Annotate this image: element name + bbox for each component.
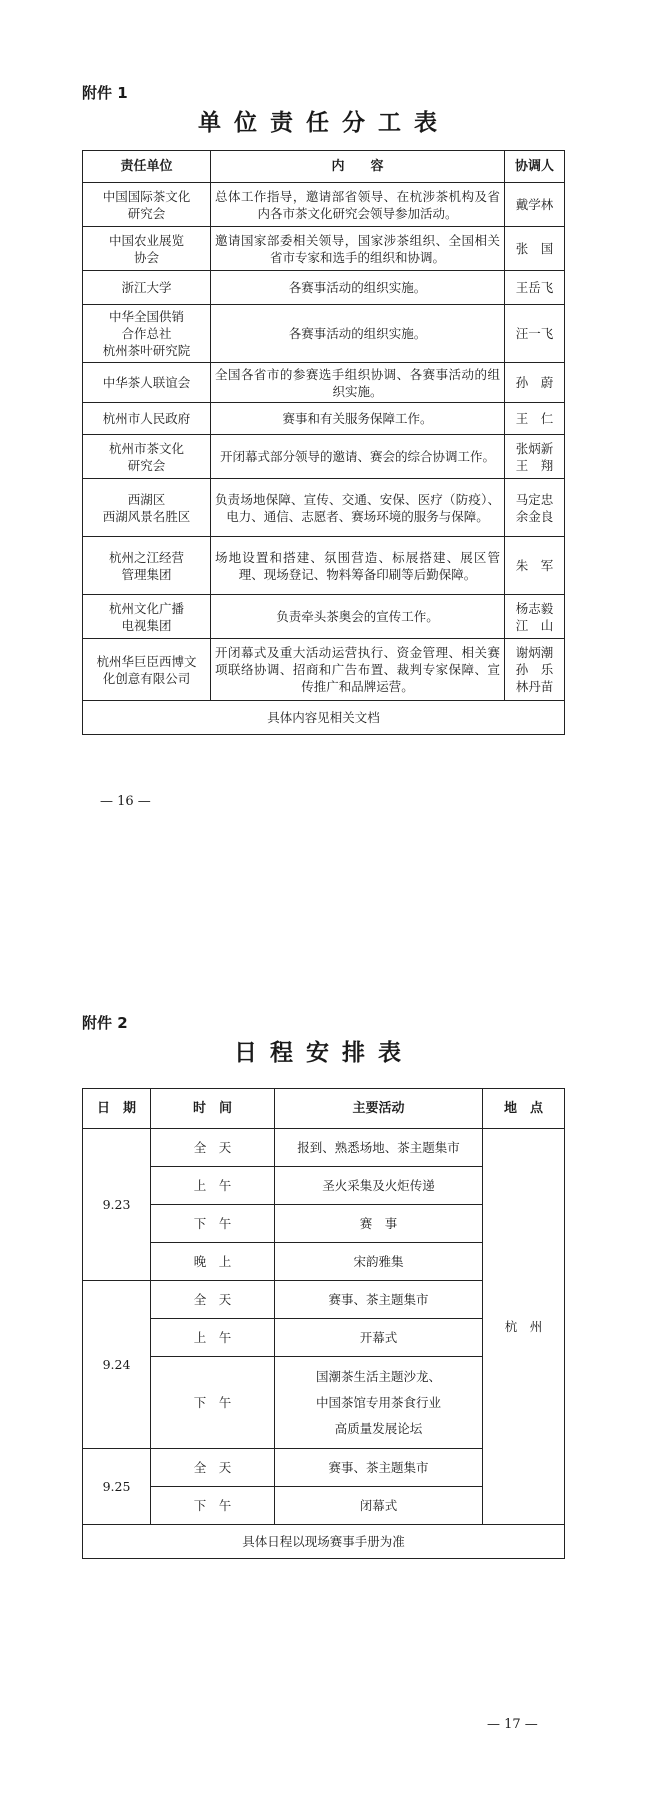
cell-activity: [275, 1357, 483, 1449]
table-footer-2: 具体日程以现场赛事手册为准: [83, 1525, 565, 1559]
coordinator-name: 杨志毅: [515, 600, 554, 616]
coordinator-name: 江 山: [515, 617, 554, 633]
cell-coordinator: [505, 435, 565, 479]
cell-coordinator: [505, 363, 565, 403]
unit-line: 杭州茶叶研究院: [102, 343, 191, 358]
header-unit: 责任单位: [83, 151, 211, 183]
cell-coordinator: [505, 595, 565, 639]
coordinator-name: 王 翔: [515, 457, 554, 473]
unit-line: 杭州市人民政府: [102, 411, 191, 426]
cell-time: 上 午: [151, 1319, 275, 1357]
cell-activity: [275, 1487, 483, 1525]
cell-content: 全国各省市的参赛选手组织协调、各赛事活动的组织实施。: [211, 363, 505, 403]
cell-activity: [275, 1449, 483, 1487]
activity-line: 闭幕式: [359, 1497, 398, 1513]
activity-line: 开幕式: [359, 1329, 398, 1345]
unit-line: 电视集团: [121, 617, 172, 633]
unit-line: 杭州文化广播: [108, 600, 184, 616]
unit-line: 中国国际茶文化: [102, 188, 191, 204]
coordinator-name: 张 国: [515, 241, 554, 256]
cell-unit: [83, 537, 211, 595]
cell-activity: [275, 1129, 483, 1167]
cell-unit: [83, 639, 211, 701]
cell-content: 负责场地保障、宣传、交通、安保、医疗（防疫）、电力、通信、志愿者、赛场环境的服务与保障。: [211, 479, 505, 537]
header-date: 日 期: [83, 1089, 151, 1129]
table-row: [83, 1129, 565, 1167]
unit-line: 杭州市茶文化: [108, 440, 184, 456]
cell-content: 场地设置和搭建、氛围营造、标展搭建、展区管理、现场登记、物料筹备印刷等后勤保障。: [211, 537, 505, 595]
activity-line: 高质量发展论坛: [334, 1420, 423, 1436]
table-row: [83, 271, 565, 305]
coordinator-name: 王岳飞: [515, 280, 554, 295]
page-number-16: — 16 —: [100, 794, 151, 809]
table-row: [83, 305, 565, 363]
activity-line: 赛事、茶主题集市: [328, 1459, 429, 1475]
cell-time: 下 午: [151, 1205, 275, 1243]
activity-line: 赛 事: [359, 1215, 398, 1231]
cell-unit: [83, 183, 211, 227]
coordinator-name: 孙 乐: [515, 662, 554, 677]
table-row: [83, 595, 565, 639]
table-row: [83, 403, 565, 435]
cell-unit: [83, 363, 211, 403]
cell-unit: [83, 227, 211, 271]
unit-line: 化创意有限公司: [102, 670, 191, 686]
cell-activity: [275, 1243, 483, 1281]
coordinator-name: 戴学林: [515, 197, 554, 212]
table-row: [83, 363, 565, 403]
cell-content: 负责牵头茶奥会的宣传工作。: [211, 595, 505, 639]
unit-line: 研究会: [127, 205, 166, 221]
page-title-2: 日程安排表: [234, 1040, 414, 1066]
header-location: 地 点: [483, 1089, 565, 1129]
attachment-label-1: 附件 1: [82, 84, 128, 102]
activity-line: 赛事、茶主题集市: [328, 1291, 429, 1307]
table-row: [83, 435, 565, 479]
cell-time: 上 午: [151, 1167, 275, 1205]
table-footer-1: 具体内容见相关文档: [83, 701, 565, 735]
cell-coordinator: [505, 639, 565, 701]
activity-line: 宋韵雅集: [353, 1253, 404, 1269]
activity-line: 报到、熟悉场地、茶主题集市: [297, 1139, 460, 1155]
cell-date: 9.25: [83, 1449, 151, 1525]
cell-time: 全 天: [151, 1281, 275, 1319]
page-title-1: 单位责任分工表: [198, 110, 450, 136]
unit-line: 杭州之江经营: [108, 549, 184, 565]
responsibility-table: [82, 150, 565, 735]
cell-coordinator: [505, 305, 565, 363]
cell-activity: [275, 1205, 483, 1243]
responsibility-table-body: [83, 183, 565, 701]
coordinator-name: 孙 蔚: [515, 375, 554, 390]
header-activity: 主要活动: [275, 1089, 483, 1129]
cell-content: 邀请国家部委相关领导，国家涉茶组织、全国相关省市专家和选手的组织和协调。: [211, 227, 505, 271]
coordinator-name: 王 仁: [515, 411, 554, 426]
cell-time: 下 午: [151, 1357, 275, 1449]
cell-content: 总体工作指导，邀请部省领导、在杭涉茶机构及省内各市茶文化研究会领导参加活动。: [211, 183, 505, 227]
coordinator-name: 朱 军: [515, 558, 554, 573]
cell-time: 晚 上: [151, 1243, 275, 1281]
schedule-table-body: [83, 1129, 565, 1525]
cell-unit: [83, 435, 211, 479]
unit-line: 中华全国供销: [108, 309, 184, 324]
cell-date: 9.24: [83, 1281, 151, 1449]
cell-unit: [83, 271, 211, 305]
cell-coordinator: [505, 537, 565, 595]
unit-line: 中国农业展览: [108, 232, 184, 248]
unit-line: 西湖风景名胜区: [102, 508, 191, 524]
cell-content: 开闭幕式及重大活动运营执行、资金管理、相关赛项联络协调、招商和广告布置、裁判专家保障、宣传推广和品牌运营。: [211, 639, 505, 701]
cell-coordinator: [505, 271, 565, 305]
page-number-17: — 17 —: [487, 1717, 538, 1732]
schedule-table: [82, 1088, 565, 1559]
cell-content: 开闭幕式部分领导的邀请、赛会的综合协调工作。: [211, 435, 505, 479]
cell-time: 全 天: [151, 1129, 275, 1167]
header-coordinator: 协调人: [505, 151, 565, 183]
cell-unit: [83, 305, 211, 363]
unit-line: 协会: [133, 249, 159, 265]
table-row: [83, 183, 565, 227]
cell-content: 赛事和有关服务保障工作。: [211, 403, 505, 435]
table-row: [83, 227, 565, 271]
unit-line: 浙江大学: [121, 280, 172, 295]
cell-coordinator: [505, 403, 565, 435]
cell-unit: [83, 595, 211, 639]
coordinator-name: 马定忠: [515, 491, 554, 507]
cell-time: 下 午: [151, 1487, 275, 1525]
cell-coordinator: [505, 183, 565, 227]
cell-unit: [83, 479, 211, 537]
cell-content: 各赛事活动的组织实施。: [211, 305, 505, 363]
cell-coordinator: [505, 227, 565, 271]
table-row: [83, 537, 565, 595]
activity-line: 国潮茶生活主题沙龙、: [315, 1368, 441, 1384]
table-row: [83, 479, 565, 537]
coordinator-name: 张炳新: [515, 440, 554, 456]
cell-time: 全 天: [151, 1449, 275, 1487]
coordinator-name: 余金良: [515, 508, 554, 524]
cell-activity: [275, 1281, 483, 1319]
unit-line: 研究会: [127, 457, 166, 473]
header-time: 时 间: [151, 1089, 275, 1129]
unit-line: 西湖区: [127, 491, 166, 507]
activity-line: 中国茶馆专用茶食行业: [315, 1394, 441, 1410]
attachment-label-2: 附件 2: [82, 1014, 128, 1032]
unit-line: 管理集团: [121, 566, 172, 582]
coordinator-name: 谢炳潮: [515, 645, 554, 660]
unit-line: 合作总社: [121, 326, 172, 341]
unit-line: 中华茶人联谊会: [102, 375, 191, 390]
cell-content: 各赛事活动的组织实施。: [211, 271, 505, 305]
coordinator-name: 汪一飞: [515, 326, 554, 341]
cell-coordinator: [505, 479, 565, 537]
unit-line: 杭州华巨臣西博文: [96, 653, 197, 669]
table-row: [83, 639, 565, 701]
cell-location: 杭 州: [483, 1129, 565, 1525]
cell-unit: [83, 403, 211, 435]
activity-line: 圣火采集及火炬传递: [322, 1177, 435, 1193]
cell-activity: [275, 1167, 483, 1205]
header-content: 内 容: [211, 151, 505, 183]
coordinator-name: 林丹苗: [515, 679, 554, 694]
cell-activity: [275, 1319, 483, 1357]
cell-date: 9.23: [83, 1129, 151, 1281]
